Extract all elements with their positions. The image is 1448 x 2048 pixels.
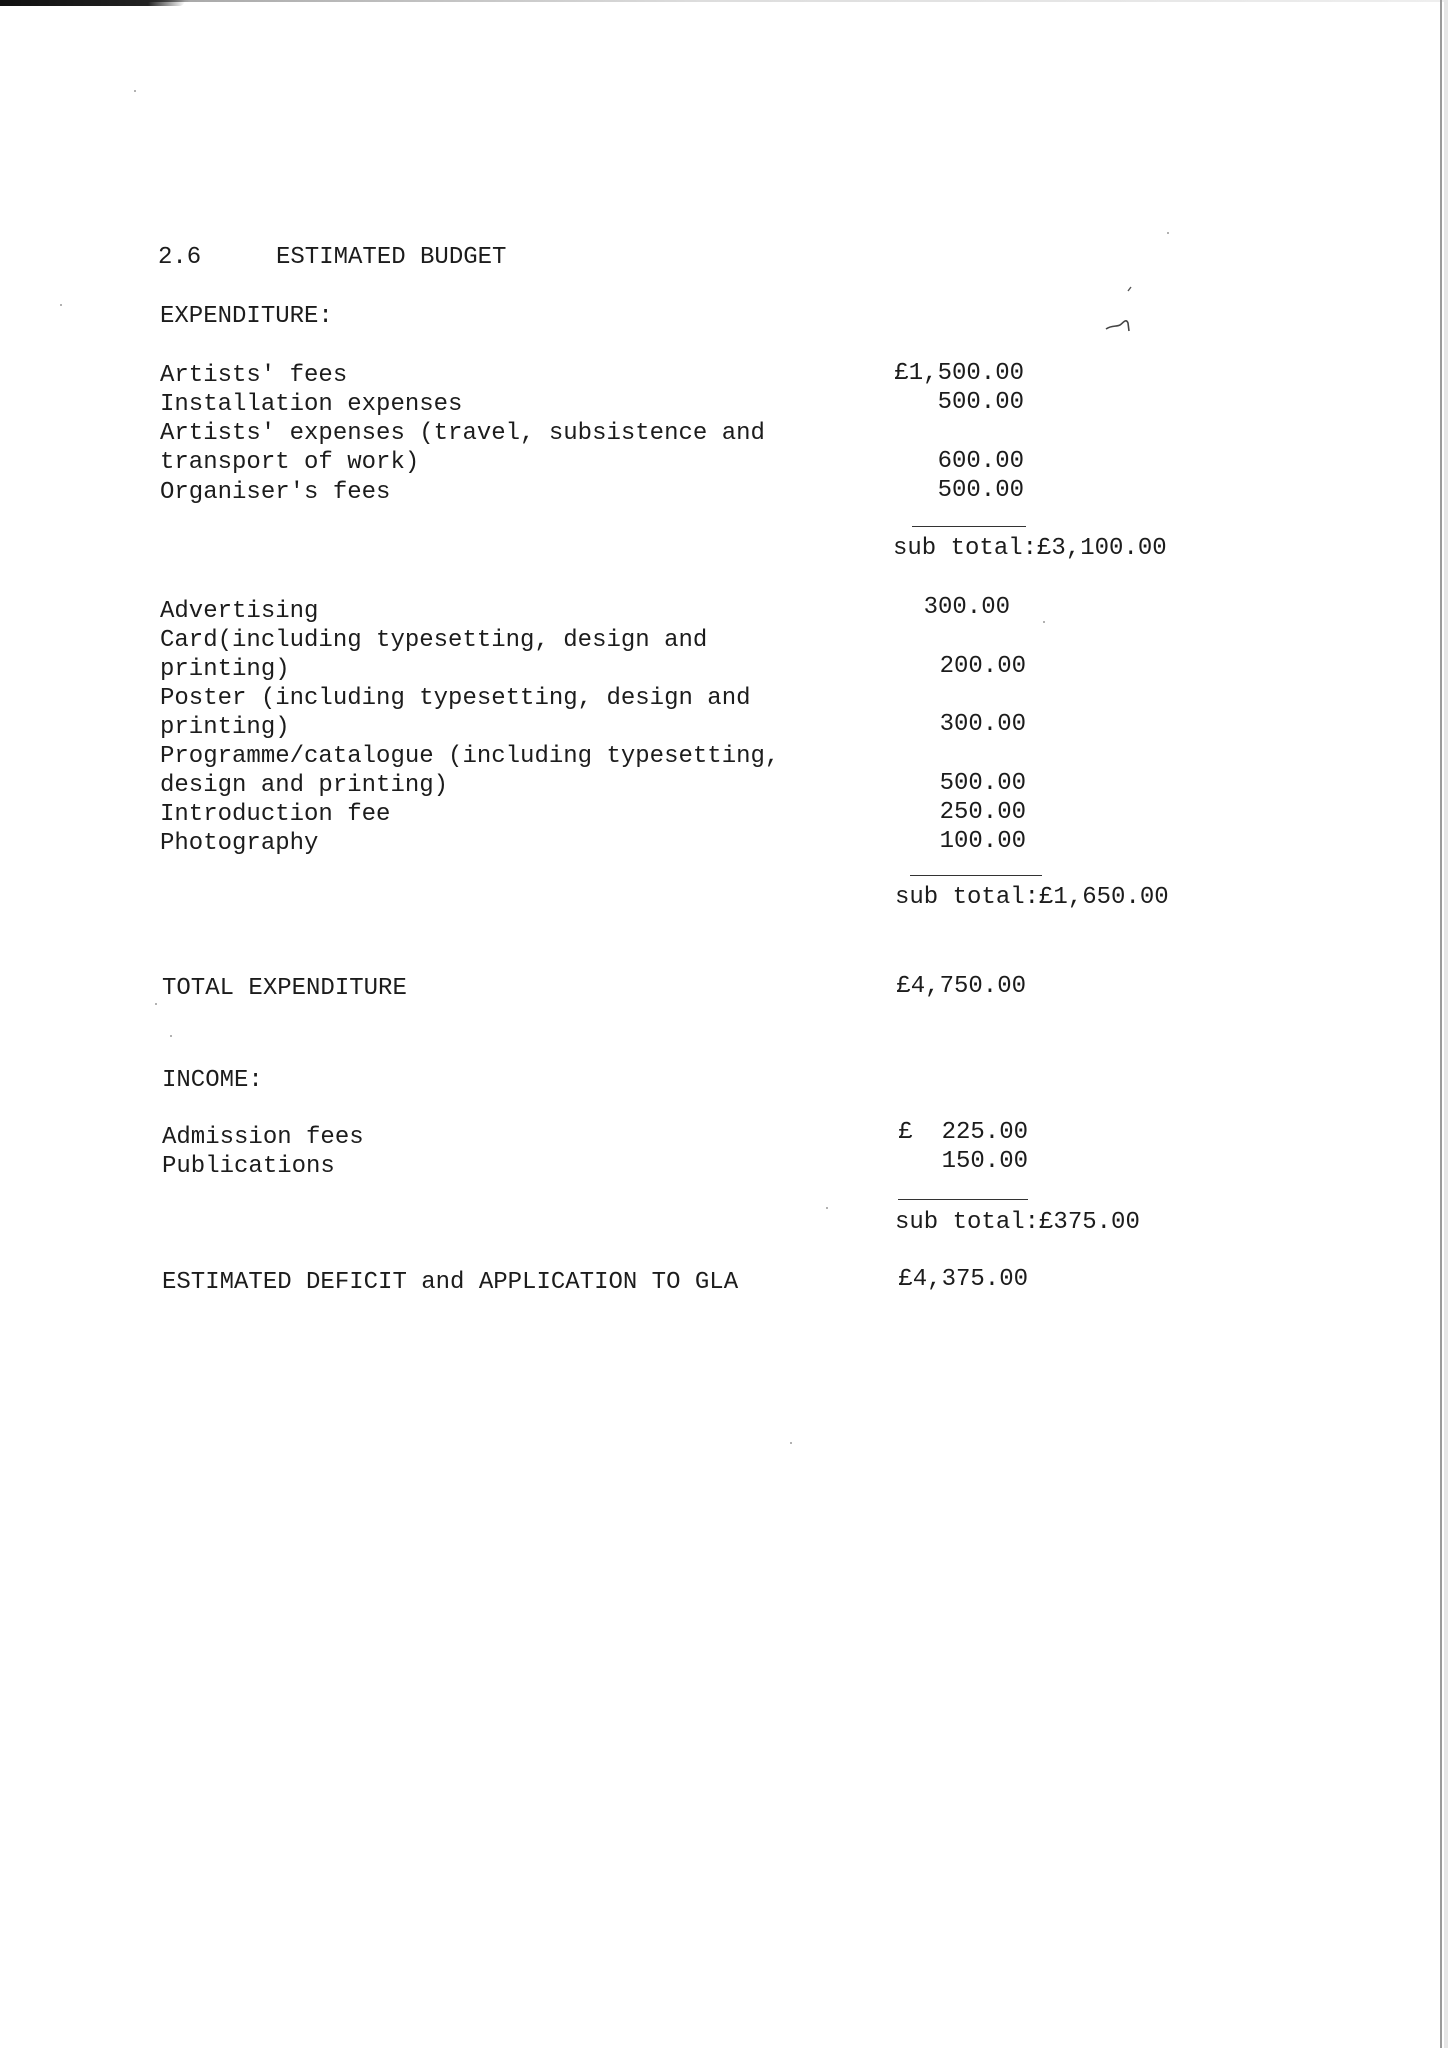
handwritten-tick-mark [1100, 285, 1140, 335]
expense-line: printing) [160, 714, 290, 741]
expense-line: design and printing) [160, 772, 449, 799]
expense-amount: £1,500.00 [894, 360, 1024, 387]
expense-amount: 600.00 [937, 448, 1024, 475]
income-line: Publications [162, 1153, 335, 1180]
subtotal-rule [912, 526, 1026, 527]
expense-line: transport of work) [160, 449, 420, 476]
page-right-margin [1444, 0, 1448, 2048]
expenditure-heading: EXPENDITURE: [160, 303, 333, 330]
page-top-edge [0, 0, 1448, 2]
section-title: ESTIMATED BUDGET [276, 244, 507, 271]
expense-line: Poster (including typesetting, design and [160, 685, 751, 712]
scan-speck [155, 1003, 157, 1005]
scan-speck [1043, 621, 1045, 623]
expense-amount: 250.00 [939, 799, 1026, 826]
subtotal-rule [910, 875, 1042, 876]
page-right-edge [1440, 0, 1442, 2048]
income-line: Admission fees [162, 1124, 364, 1151]
expense-amount: 500.00 [937, 389, 1024, 416]
expense-amount: 500.00 [939, 770, 1026, 797]
deficit-label: ESTIMATED DEFICIT and APPLICATION TO GLA [162, 1269, 739, 1296]
total-expenditure-amount: £4,750.00 [896, 973, 1026, 1000]
expense-amount: 200.00 [939, 653, 1026, 680]
subtotal-expenditure-1: sub total:£3,100.00 [893, 535, 1167, 562]
subtotal-rule [898, 1199, 1028, 1200]
page-top-edge-shadow [0, 0, 185, 6]
scan-speck [826, 1207, 828, 1209]
income-amount: 150.00 [941, 1148, 1028, 1175]
expense-line: Card(including typesetting, design and [160, 627, 708, 654]
expense-line: Introduction fee [160, 801, 391, 828]
expense-line: Installation expenses [160, 391, 463, 418]
income-heading: INCOME: [162, 1067, 263, 1094]
scan-speck [790, 1442, 792, 1444]
expense-line: printing) [160, 656, 290, 683]
subtotal-income: sub total:£375.00 [895, 1209, 1140, 1236]
expense-amount: 300.00 [923, 594, 1010, 621]
income-amount: £ 225.00 [898, 1119, 1028, 1146]
scan-speck [1167, 232, 1169, 234]
expense-line: Artists' fees [160, 362, 348, 389]
deficit-amount: £4,375.00 [898, 1266, 1028, 1293]
expense-line: Advertising [160, 598, 319, 625]
expense-line: Artists' expenses (travel, subsistence and [160, 420, 765, 447]
expense-line: Programme/catalogue (including typesetting, [160, 743, 780, 770]
expense-line: Photography [160, 830, 319, 857]
scan-speck [60, 304, 62, 306]
expense-amount: 300.00 [939, 711, 1026, 738]
expense-amount: 500.00 [937, 477, 1024, 504]
scan-speck [170, 1035, 172, 1037]
expense-line: Organiser's fees [160, 479, 391, 506]
expense-amount: 100.00 [939, 828, 1026, 855]
section-number: 2.6 [158, 244, 202, 271]
total-expenditure-label: TOTAL EXPENDITURE [162, 975, 407, 1002]
subtotal-expenditure-2: sub total:£1,650.00 [895, 884, 1169, 911]
scan-speck [134, 90, 136, 92]
